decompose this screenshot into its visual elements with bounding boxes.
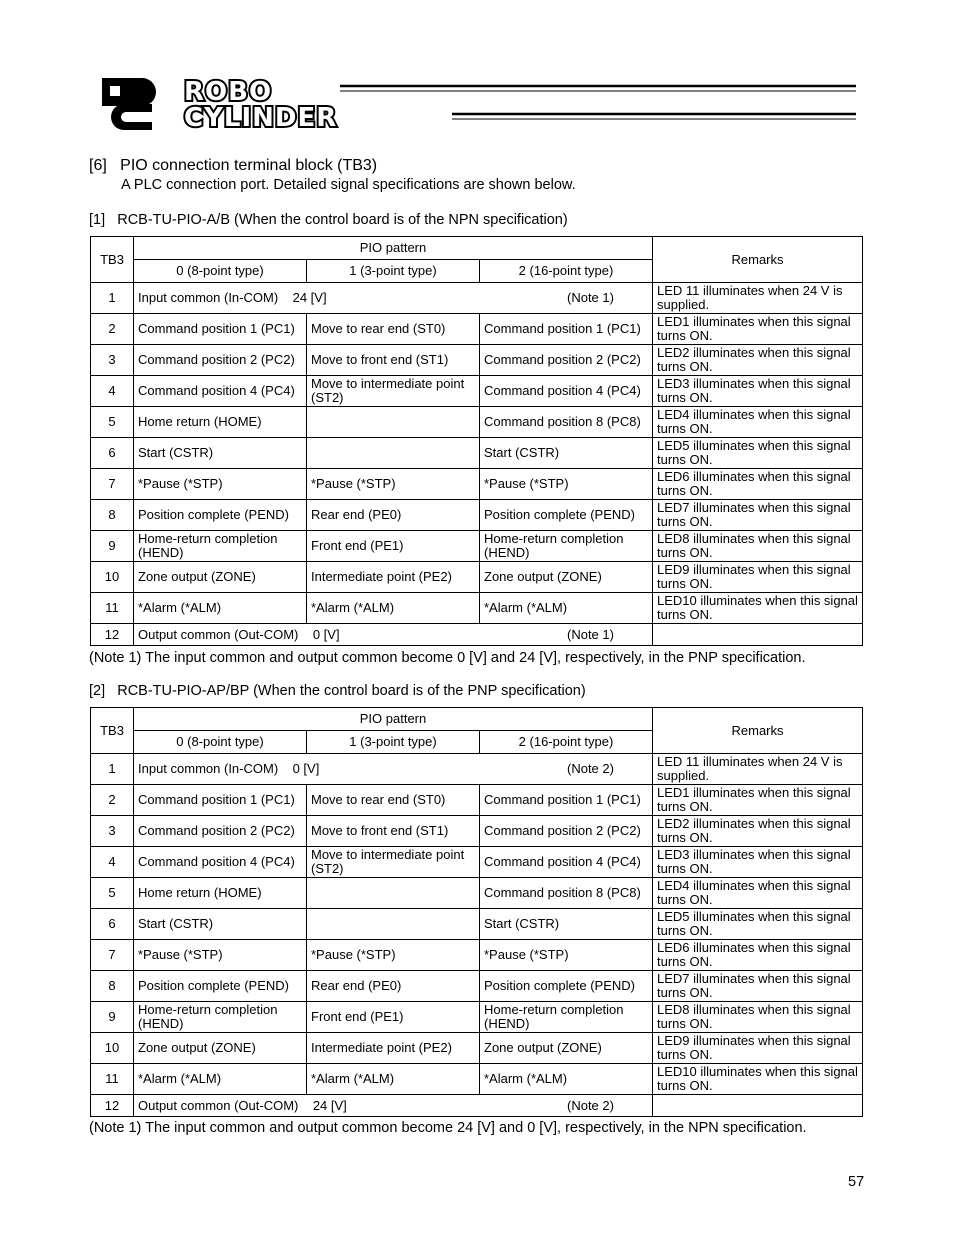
pattern2-signal: Zone output (ZONE) [480,562,653,593]
terminal-number: 10 [91,1033,134,1064]
pattern0-signal: Home return (HOME) [134,407,307,438]
pattern0-header: 0 (8-point type) [134,731,307,754]
section-number: [6] [89,157,107,174]
remark [653,624,863,646]
remark [653,1095,863,1117]
pattern2-signal: Command position 2 (PC2) [480,816,653,847]
table1-title: RCB-TU-PIO-A/B (When the control board is of the NPN specification) [117,212,568,228]
pattern1-signal: Rear end (PE0) [307,500,480,531]
remark: LED10 illuminates when this signal turns ON. [653,1064,863,1095]
table-row [91,909,863,940]
signal-name: Output common (Out-COM) 0 [V] [138,626,340,642]
pattern1-signal: Intermediate point (PE2) [307,1033,480,1064]
remarks-header: Remarks [653,237,863,283]
signal-name: Input common (In-COM) 24 [V] [138,290,327,305]
remark: LED3 illuminates when this signal turns ON. [653,376,863,407]
pattern0-signal: *Alarm (*ALM) [134,593,307,624]
table-row [91,624,863,646]
pattern2-signal: Zone output (ZONE) [480,1033,653,1064]
spanning-signal-cell [134,754,653,785]
tb3-header: TB3 [91,237,134,283]
terminal-number: 2 [91,314,134,345]
table-row [91,562,863,593]
pattern0-signal: *Pause (*STP) [134,940,307,971]
note-ref: (Note 1) [567,290,614,305]
pattern0-signal: *Pause (*STP) [134,469,307,500]
remark: LED2 illuminates when this signal turns ON. [653,816,863,847]
remark: LED6 illuminates when this signal turns ON. [653,469,863,500]
pattern2-signal: Command position 4 (PC4) [480,376,653,407]
spanning-signal-cell [134,624,653,646]
pattern2-signal: Command position 1 (PC1) [480,785,653,816]
remark: LED9 illuminates when this signal turns ON. [653,1033,863,1064]
remark: LED7 illuminates when this signal turns ON. [653,971,863,1002]
pattern1-signal: Intermediate point (PE2) [307,562,480,593]
section-heading [89,157,377,175]
pattern0-signal: Command position 2 (PC2) [134,345,307,376]
remark: LED 11 illuminates when 24 V is supplied. [653,754,863,785]
pattern0-signal: Command position 1 (PC1) [134,314,307,345]
table-row [91,847,863,878]
pattern1-signal [307,407,480,438]
spanning-signal-cell [134,1095,653,1117]
table-row [91,593,863,624]
pattern2-signal: *Alarm (*ALM) [480,1064,653,1095]
table-row [91,1095,863,1117]
pattern2-signal: *Pause (*STP) [480,940,653,971]
table-row [91,345,863,376]
remark: LED2 illuminates when this signal turns ON. [653,345,863,376]
remark: LED 11 illuminates when 24 V is supplied. [653,283,863,314]
pattern1-signal: Move to rear end (ST0) [307,785,480,816]
terminal-number: 4 [91,376,134,407]
table-row [91,1002,863,1033]
pattern2-signal: Position complete (PEND) [480,971,653,1002]
note-ref: (Note 2) [567,761,614,776]
pattern1-signal: Front end (PE1) [307,531,480,562]
table2-heading [89,683,586,699]
pattern2-signal: Command position 2 (PC2) [480,345,653,376]
pattern0-signal: Command position 4 (PC4) [134,376,307,407]
table-row [91,283,863,314]
logo-line1: ROBO [184,77,273,107]
terminal-number: 4 [91,847,134,878]
table-row [91,469,863,500]
table-row [91,376,863,407]
pattern2-signal: Position complete (PEND) [480,500,653,531]
terminal-number: 7 [91,469,134,500]
pattern2-header: 2 (16-point type) [480,731,653,754]
remark: LED5 illuminates when this signal turns ON. [653,909,863,940]
pattern2-signal: Home-return completion (HEND) [480,1002,653,1033]
pio-pattern-header: PIO pattern [134,237,653,260]
terminal-number: 1 [91,754,134,785]
table-row [91,878,863,909]
table-row [91,407,863,438]
table-row [91,314,863,345]
table1-number: [1] [89,212,106,228]
pattern2-signal: Start (CSTR) [480,909,653,940]
table1-heading [89,212,568,228]
terminal-number: 12 [91,624,134,646]
pattern1-signal [307,909,480,940]
section-description: A PLC connection port. Detailed signal specifications are shown below. [121,177,576,193]
remark: LED4 illuminates when this signal turns ON. [653,407,863,438]
table-row [91,438,863,469]
pattern2-signal: *Alarm (*ALM) [480,593,653,624]
terminal-number: 8 [91,500,134,531]
remark: LED10 illuminates when this signal turns ON. [653,593,863,624]
pattern1-signal: *Pause (*STP) [307,940,480,971]
remark: LED8 illuminates when this signal turns ON. [653,1002,863,1033]
remark: LED6 illuminates when this signal turns ON. [653,940,863,971]
table-row [91,1064,863,1095]
table-row [91,500,863,531]
pattern1-signal: Move to front end (ST1) [307,816,480,847]
pattern0-signal: Command position 2 (PC2) [134,816,307,847]
pattern1-signal: Move to front end (ST1) [307,345,480,376]
pattern1-signal [307,878,480,909]
terminal-number: 7 [91,940,134,971]
pattern1-signal: Move to intermediate point (ST2) [307,376,480,407]
table-row [91,531,863,562]
note-ref: (Note 1) [567,626,614,642]
pattern1-signal: Front end (PE1) [307,1002,480,1033]
terminal-number: 12 [91,1095,134,1117]
table2 [90,707,863,1117]
tb3-header: TB3 [91,708,134,754]
pattern0-signal: Command position 4 (PC4) [134,847,307,878]
table-row [91,754,863,785]
pattern2-signal: Command position 8 (PC8) [480,878,653,909]
table2-footnote: (Note 1) The input common and output common become 24 [V] and 0 [V], respectively, in the NPN specification. [89,1120,807,1136]
pattern2-signal: *Pause (*STP) [480,469,653,500]
pattern0-header: 0 (8-point type) [134,260,307,283]
remark: LED3 illuminates when this signal turns ON. [653,847,863,878]
terminal-number: 11 [91,1064,134,1095]
remark: LED7 illuminates when this signal turns ON. [653,500,863,531]
pattern0-signal: Command position 1 (PC1) [134,785,307,816]
pattern2-signal: Command position 1 (PC1) [480,314,653,345]
terminal-number: 9 [91,531,134,562]
spanning-signal-cell [134,283,653,314]
pattern0-signal: Home return (HOME) [134,878,307,909]
pattern0-signal: Start (CSTR) [134,909,307,940]
note-ref: (Note 2) [567,1097,614,1113]
table-row [91,971,863,1002]
pattern1-signal: *Pause (*STP) [307,469,480,500]
pattern1-signal: Move to rear end (ST0) [307,314,480,345]
terminal-number: 10 [91,562,134,593]
pattern2-header: 2 (16-point type) [480,260,653,283]
pattern1-header: 1 (3-point type) [307,731,480,754]
pattern2-signal: Start (CSTR) [480,438,653,469]
terminal-number: 1 [91,283,134,314]
table2-title: RCB-TU-PIO-AP/BP (When the control board is of the PNP specification) [117,683,586,699]
pattern0-signal: *Alarm (*ALM) [134,1064,307,1095]
terminal-number: 2 [91,785,134,816]
remark: LED5 illuminates when this signal turns ON. [653,438,863,469]
remark: LED1 illuminates when this signal turns ON. [653,785,863,816]
terminal-number: 6 [91,438,134,469]
remark: LED8 illuminates when this signal turns ON. [653,531,863,562]
terminal-number: 3 [91,816,134,847]
remark: LED1 illuminates when this signal turns ON. [653,314,863,345]
terminal-number: 3 [91,345,134,376]
pattern1-signal: Move to intermediate point (ST2) [307,847,480,878]
section-title: PIO connection terminal block (TB3) [120,157,378,174]
table-row [91,785,863,816]
header-row [91,708,863,731]
page-number: 57 [848,1174,865,1190]
remarks-header: Remarks [653,708,863,754]
pattern0-signal: Home-return completion (HEND) [134,1002,307,1033]
terminal-number: 6 [91,909,134,940]
terminal-number: 8 [91,971,134,1002]
terminal-number: 11 [91,593,134,624]
table-row [91,940,863,971]
table-row [91,1033,863,1064]
pattern2-signal: Command position 8 (PC8) [480,407,653,438]
remark: LED4 illuminates when this signal turns ON. [653,878,863,909]
table1 [90,236,863,646]
pattern2-signal: Home-return completion (HEND) [480,531,653,562]
pattern0-signal: Position complete (PEND) [134,971,307,1002]
pattern0-signal: Position complete (PEND) [134,500,307,531]
table2-number: [2] [89,683,106,699]
terminal-number: 9 [91,1002,134,1033]
pattern1-header: 1 (3-point type) [307,260,480,283]
signal-name: Output common (Out-COM) 24 [V] [138,1097,347,1113]
pattern1-signal: Rear end (PE0) [307,971,480,1002]
terminal-number: 5 [91,878,134,909]
robo-cylinder-logo [100,76,860,132]
header-row [91,237,863,260]
logo-line2: CYLINDER [184,103,338,132]
pattern2-signal: Command position 4 (PC4) [480,847,653,878]
pattern0-signal: Zone output (ZONE) [134,1033,307,1064]
pio-pattern-header: PIO pattern [134,708,653,731]
table1-footnote: (Note 1) The input common and output common become 0 [V] and 24 [V], respectively, in the PNP specification. [89,650,806,666]
pattern0-signal: Start (CSTR) [134,438,307,469]
remark: LED9 illuminates when this signal turns ON. [653,562,863,593]
pattern0-signal: Home-return completion (HEND) [134,531,307,562]
pattern1-signal [307,438,480,469]
table-row [91,816,863,847]
pattern1-signal: *Alarm (*ALM) [307,593,480,624]
signal-name: Input common (In-COM) 0 [V] [138,761,320,776]
terminal-number: 5 [91,407,134,438]
pattern1-signal: *Alarm (*ALM) [307,1064,480,1095]
pattern0-signal: Zone output (ZONE) [134,562,307,593]
